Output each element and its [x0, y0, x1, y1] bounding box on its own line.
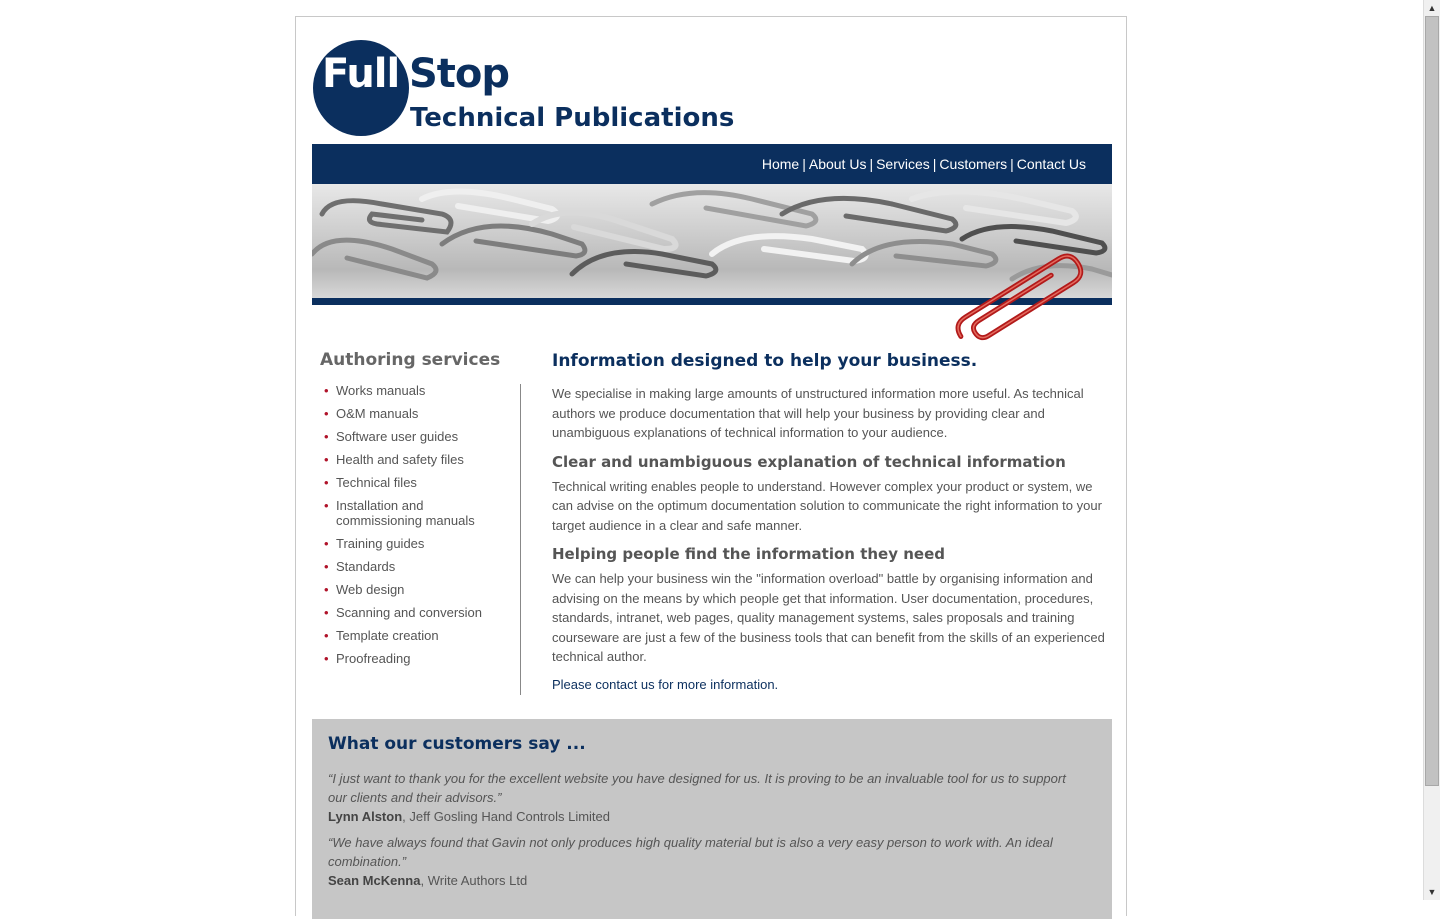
logo-stop-text: Stop: [409, 51, 510, 97]
services-list-item[interactable]: [320, 475, 500, 490]
service-technical-files-link[interactable]: Technical files: [336, 475, 417, 490]
service-installation-manuals-link[interactable]: Installation and commissioning manuals: [336, 498, 475, 528]
section-paragraph-clear: Technical writing enables people to understand. However complex your product or system, we can advise on the optimum documentation solution to communicate the right information to your target audience in a clear and safe manner.: [552, 478, 1102, 533]
service-works-manuals-link[interactable]: Works manuals: [336, 383, 426, 398]
page-title: Information designed to help your business.: [552, 351, 978, 371]
bullet-icon: •: [324, 582, 329, 597]
testimonial-item: [328, 769, 1068, 826]
section-heading-helping: Helping people find the information they need: [552, 545, 945, 563]
red-paperclip-icon: [926, 242, 1106, 362]
service-training-guides-link[interactable]: Training guides: [336, 536, 425, 551]
services-list-item[interactable]: [320, 498, 500, 528]
testimonial-author: Sean McKenna: [328, 873, 421, 888]
bullet-icon: •: [324, 651, 329, 666]
service-web-design-link[interactable]: Web design: [336, 582, 405, 597]
bullet-icon: •: [324, 628, 329, 643]
nav-separator: |: [869, 156, 874, 172]
logo-full-text: Full: [322, 51, 400, 97]
nav-contact-us-link[interactable]: Contact Us: [1016, 156, 1086, 172]
main-nav: [762, 156, 1086, 172]
service-software-user-guides-link[interactable]: Software user guides: [336, 429, 459, 444]
bullet-icon: •: [324, 498, 329, 513]
service-om-manuals-link[interactable]: O&M manuals: [336, 406, 419, 421]
services-list: [320, 383, 500, 674]
testimonial-company: , Jeff Gosling Hand Controls Limited: [402, 809, 611, 824]
section-paragraph-helping: We can help your business win the "information overload" battle by organising information and advising on the means by which people get that information. User documentation, procedures, standards, intranet, web pages, quality management systems, sales proposals and training courseware are just a few of the business tools that can benefit from the skills of an experienced technical author.: [552, 571, 1105, 664]
logo-subtitle: Technical Publications: [410, 103, 735, 133]
scrollbar-thumb[interactable]: [1425, 16, 1439, 786]
services-list-item[interactable]: [320, 628, 500, 643]
bullet-icon: •: [324, 559, 329, 574]
sidebar-title: Authoring services: [320, 350, 501, 370]
services-list-item[interactable]: [320, 651, 500, 666]
services-list-item[interactable]: [320, 582, 500, 597]
bullet-icon: •: [324, 536, 329, 551]
nav-bar: [312, 144, 1112, 184]
services-list-item[interactable]: [320, 406, 500, 421]
contact-us-link[interactable]: Please contact us for more information.: [552, 676, 779, 692]
nav-home-link[interactable]: Home: [761, 156, 800, 172]
nav-about-us-link[interactable]: About Us: [808, 156, 867, 172]
testimonial-author: Lynn Alston: [328, 809, 403, 824]
scroll-up-arrow-icon[interactable]: ▲: [1424, 0, 1440, 16]
testimonial-quote: “We have always found that Gavin not only produces high quality material but is also a very easy person to work with. An ideal combination.”: [328, 835, 1053, 869]
services-list-item[interactable]: [320, 605, 500, 620]
service-health-safety-files-link[interactable]: Health and safety files: [336, 452, 464, 467]
intro-paragraph: We specialise in making large amounts of unstructured information more useful. As technical authors we produce documentation that will help your business by providing clear and unambiguous explanations of technical information to your audience.: [552, 386, 1084, 440]
service-scanning-conversion-link[interactable]: Scanning and conversion: [336, 605, 482, 620]
nav-customers-link[interactable]: Customers: [939, 156, 1008, 172]
nav-separator: |: [1010, 156, 1014, 172]
vertical-divider: [520, 384, 521, 695]
bullet-icon: •: [324, 406, 329, 421]
services-list-item[interactable]: [320, 536, 500, 551]
bullet-icon: •: [324, 475, 329, 490]
bullet-icon: •: [324, 383, 329, 398]
main-content: [552, 350, 1112, 694]
site-logo[interactable]: [313, 40, 733, 140]
page-container: [295, 16, 1127, 916]
services-list-item[interactable]: [320, 429, 500, 444]
section-heading-clear: Clear and unambiguous explanation of technical information: [552, 452, 1066, 471]
nav-services-link[interactable]: Services: [876, 156, 930, 172]
services-list-item[interactable]: [320, 559, 500, 574]
services-list-item[interactable]: [320, 383, 500, 398]
service-standards-link[interactable]: Standards: [336, 559, 396, 574]
nav-separator: |: [932, 156, 937, 172]
testimonials-title: What our customers say ...: [328, 734, 586, 754]
testimonial-company: , Write Authors Ltd: [420, 873, 528, 888]
testimonials-panel: [312, 719, 1112, 919]
service-proofreading-link[interactable]: Proofreading: [336, 651, 411, 666]
testimonial-item: [328, 833, 1068, 890]
testimonial-quote: “I just want to thank you for the excellent website you have designed for us. It is proving to be an invaluable tool for us to support our clients and their advisors.”: [328, 771, 1066, 805]
services-list-item[interactable]: [320, 452, 500, 467]
bullet-icon: •: [324, 452, 329, 467]
bullet-icon: •: [324, 429, 329, 444]
scroll-down-arrow-icon[interactable]: ▼: [1424, 884, 1440, 900]
nav-separator: |: [802, 156, 806, 172]
vertical-scrollbar[interactable]: [1423, 0, 1440, 900]
service-template-creation-link[interactable]: Template creation: [336, 628, 439, 643]
bullet-icon: •: [324, 605, 329, 620]
